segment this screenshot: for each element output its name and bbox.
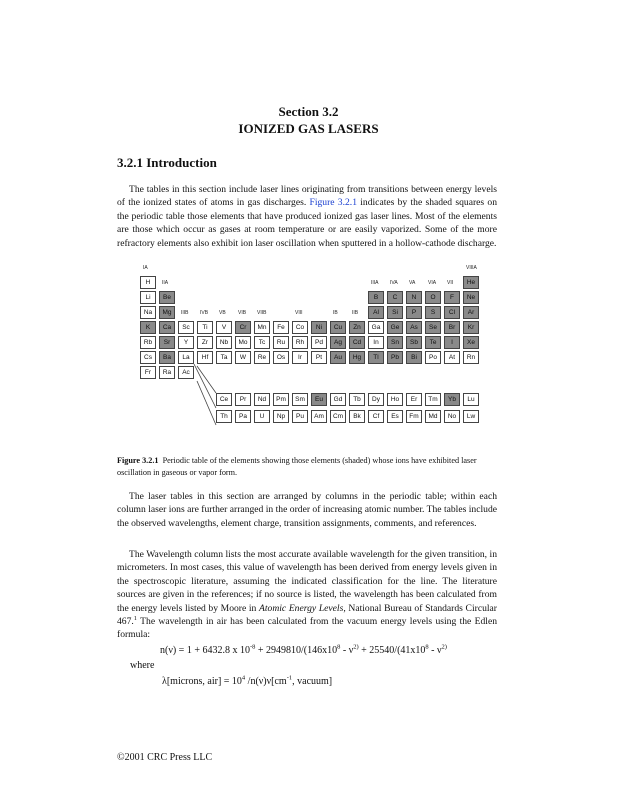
element-tc: Tc [254,336,270,349]
element-na: Na [140,306,156,319]
paragraph-wavelength-text-1: The Wavelength column lists the most accurate available wavelength for the given transition, in micrometers. In most cases, this value of wavelength has been derived from energy levels given in the spectroscopic literature, assuming the indicated classification for the line. The literature sources are given in the references; if no source is listed, the wavelength has been calculated from the energy levels listed by Moore in [117,549,497,614]
section-title: IONIZED GAS LASERS [238,121,379,136]
element-nd: Nd [254,393,270,406]
element-cd: Cd [349,336,365,349]
periodic-table-figure [140,266,485,461]
element-i: I [444,336,460,349]
element-mo: Mo [235,336,251,349]
element-xe: Xe [463,336,479,349]
paragraph-arrangement-text: The laser tables in this section are arranged by columns in the periodic table; within each column laser ions are further arranged in the order of increasing atomic number. The tables include the observed wavelengths, element charge, transition assignments, comments, and references. [117,491,497,529]
element-no: No [444,410,460,423]
element-er: Er [406,393,422,406]
element-ce: Ce [216,393,232,406]
edlen-formula: n(ν) = 1 + 6432.8 x $10^{-8} + 2949810/(146x10^8 - \nu^{2)} + 25540/(41x10^8 - \nu^{2)}$ [160,643,447,656]
element-at: At [444,351,460,364]
element-in: In [368,336,384,349]
element-lw: Lw [463,410,479,423]
element-cs: Cs [140,351,156,364]
element-y: Y [178,336,194,349]
element-dy: Dy [368,393,384,406]
element-gd: Gd [330,393,346,406]
element-pt: Pt [311,351,327,364]
element-ru: Ru [273,336,289,349]
element-k: K [140,321,156,334]
element-rn: Rn [463,351,479,364]
element-ba: Ba [159,351,175,364]
section-number: Section 3.2 [278,104,339,119]
element-cf: Cf [368,410,384,423]
element-pd: Pd [311,336,327,349]
element-yb: Yb [444,393,460,406]
element-mg: Mg [159,306,175,319]
element-c: C [387,291,403,304]
group-label: VB [219,310,226,316]
element-ra: Ra [159,366,175,379]
element-n: N [406,291,422,304]
paragraph-wavelength-text-3: The wavelength in air has been calculated from the vacuum energy levels using the Edlen formula: [117,616,497,641]
element-al: Al [368,306,384,319]
element-ac: Ac [178,366,194,379]
element-np: Np [273,410,289,423]
element-rh: Rh [292,336,308,349]
element-fe: Fe [273,321,289,334]
copyright-footer: ©2001 CRC Press LLC [117,752,213,763]
element-kr: Kr [463,321,479,334]
element-hg: Hg [349,351,365,364]
element-as: As [406,321,422,334]
element-cl: Cl [444,306,460,319]
element-am: Am [311,410,327,423]
group-label: VIB [238,310,247,316]
element-sc: Sc [178,321,194,334]
group-label: VIII [295,310,303,316]
group-label: IIIB [181,310,189,316]
element-v: V [216,321,232,334]
element-pr: Pr [235,393,251,406]
fblock-connector [140,266,485,461]
where-label: where [130,660,155,671]
element-p: P [406,306,422,319]
footnote-ref[interactable]: 1 [133,614,138,622]
element-ta: Ta [216,351,232,364]
element-pu: Pu [292,410,308,423]
element-s: S [425,306,441,319]
element-zr: Zr [197,336,213,349]
group-label: IA [143,265,148,271]
element-ar: Ar [463,306,479,319]
group-label: VIIB [257,310,267,316]
element-te: Te [425,336,441,349]
element-sr: Sr [159,336,175,349]
element-ag: Ag [330,336,346,349]
element-po: Po [425,351,441,364]
paragraph-intro-text-2: indicates by the shaded squares on the periodic table those elements that have produced ionized gas laser lines. Most of the elements are those which occur as gases at room temperature or are easily vaporized. Some of the more refractory elements also exhibit ion laser oscillation when sputtered in a hollow-cathode discharge. [117,197,497,249]
element-bi: Bi [406,351,422,364]
element-sm: Sm [292,393,308,406]
element-se: Se [425,321,441,334]
group-label: IVB [200,310,209,316]
subsection-heading: 3.2.1 Introduction [117,155,217,170]
element-hf: Hf [197,351,213,364]
element-u: U [254,410,270,423]
element-zn: Zn [349,321,365,334]
paragraph-wavelength-text-2: National Bureau of Standards Circular 467. [117,602,497,628]
element-ca: Ca [159,321,175,334]
element-lu: Lu [463,393,479,406]
element-b: B [368,291,384,304]
figure-caption [117,455,497,478]
element-tl: Tl [368,351,384,364]
element-ho: Ho [387,393,403,406]
element-tb: Tb [349,393,365,406]
element-li: Li [140,291,156,304]
group-label: IVA [390,280,398,286]
figure-link[interactable]: Figure 3.2.1 [309,197,357,209]
element-ne: Ne [463,291,479,304]
wavelength-formula: λ[microns, $air] = 10^4$ $/n(\nu)\nu[cm^{-1}$, vacuum] [162,674,333,687]
element-ir: Ir [292,351,308,364]
paragraph-intro-text-1: The tables in this section include laser lines originating from transitions between energy levels of the ionized states of atoms in gas discharges. [117,184,497,209]
element-he: He [463,276,479,289]
element-os: Os [273,351,289,364]
group-label: IIA [162,280,169,286]
element-bk: Bk [349,410,365,423]
group-label: VII [447,280,454,286]
element-cr: Cr [235,321,251,334]
element-au: Au [330,351,346,364]
paragraph-arrangement [117,490,497,530]
element-md: Md [425,410,441,423]
figure-caption-label: Figure 3.2.1 [117,456,159,465]
element-o: O [425,291,441,304]
paragraph-intro [117,183,497,250]
element-ga: Ga [368,321,384,334]
element-w: W [235,351,251,364]
paragraph-wavelength [117,548,497,642]
group-label: IIB [352,310,359,316]
element-cm: Cm [330,410,346,423]
element-sb: Sb [406,336,422,349]
element-eu: Eu [311,393,327,406]
reference-title: Atomic Energy Levels, [259,602,346,614]
element-tm: Tm [425,393,441,406]
element-re: Re [254,351,270,364]
element-br: Br [444,321,460,334]
element-co: Co [292,321,308,334]
element-th: Th [216,410,232,423]
element-fm: Fm [406,410,422,423]
element-mn: Mn [254,321,270,334]
element-rb: Rb [140,336,156,349]
element-la: La [178,351,194,364]
element-ni: Ni [311,321,327,334]
element-nb: Nb [216,336,232,349]
element-sn: Sn [387,336,403,349]
element-f: F [444,291,460,304]
element-pb: Pb [387,351,403,364]
element-cu: Cu [330,321,346,334]
element-fr: Fr [140,366,156,379]
element-si: Si [387,306,403,319]
group-label: VIIIA [466,265,477,271]
element-es: Es [387,410,403,423]
figure-caption-text: Periodic table of the elements showing those elements (shaded) whose ions have exhibited laser oscillation in gaseous or vapor form. [117,456,477,477]
element-ti: Ti [197,321,213,334]
group-label: IB [333,310,338,316]
element-be: Be [159,291,175,304]
group-label: VIA [428,280,437,286]
group-label: VA [409,280,416,286]
element-h: H [140,276,156,289]
element-pm: Pm [273,393,289,406]
group-label: IIIA [371,280,379,286]
element-pa: Pa [235,410,251,423]
element-ge: Ge [387,321,403,334]
